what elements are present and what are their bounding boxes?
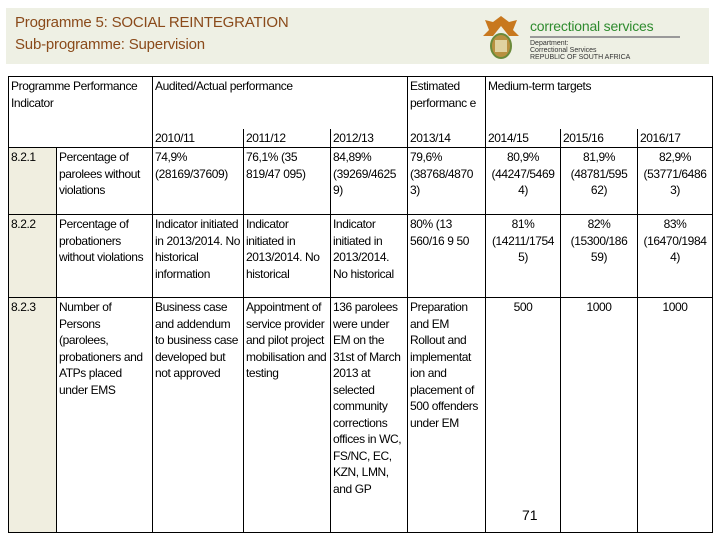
row-indicator: Number of Persons (parolees, probationers and ATPs placed under EMS <box>57 298 153 533</box>
cell: 1000 <box>561 298 638 533</box>
row-id: 8.2.1 <box>9 148 57 215</box>
cell: 81,9% (48781/595 62) <box>561 148 638 215</box>
country-name: REPUBLIC OF SOUTH AFRICA <box>530 54 631 61</box>
cell: 76,1% (35 819/47 095) <box>244 148 331 215</box>
cell: Preparation and EM Rollout and implementat ion and placement of 500 offenders under EM <box>408 298 486 533</box>
cell: 74,9% (28169/37609) <box>153 148 244 215</box>
row-indicator: Percentage of probationers without violations <box>57 215 153 298</box>
year-header: 2012/13 <box>331 129 408 148</box>
cell: 79,6% (38768/4870 3) <box>408 148 486 215</box>
cell: Business case and addendum to business case developed but not approved <box>153 298 244 533</box>
cell: 1000 <box>638 298 713 533</box>
year-header: 2016/17 <box>638 129 713 148</box>
cell: Indicator initiated in 2013/2014. No historical information <box>153 215 244 298</box>
year-header: 2013/14 <box>408 129 486 148</box>
table-row <box>9 148 713 215</box>
brand-name: correctional services <box>530 18 654 34</box>
cell: Indicator initiated in 2013/2014. No historical <box>244 215 331 298</box>
header-audited: Audited/Actual performance <box>153 77 408 129</box>
cell: 83% (16470/1984 4) <box>638 215 713 298</box>
year-header: 2010/11 <box>153 129 244 148</box>
cell: 80% (13 560/16 9 50 <box>408 215 486 298</box>
header-indicator: Programme Performance Indicator <box>9 77 153 129</box>
year-header: 2015/16 <box>561 129 638 148</box>
header-medium-term: Medium-term targets <box>486 77 713 129</box>
cell: 82% (15300/186 59) <box>561 215 638 298</box>
header-estimated: Estimated performanc e <box>408 77 486 129</box>
row-id: 8.2.3 <box>9 298 57 533</box>
cell: Appointment of service provider and pilot project mobilisation and testing <box>244 298 331 533</box>
header-blank <box>9 129 153 148</box>
brand-divider <box>530 36 680 38</box>
cell: 500 <box>486 298 561 533</box>
cell: 84,89% (39269/4625 9) <box>331 148 408 215</box>
page-number: 71 <box>522 507 538 523</box>
year-header: 2011/12 <box>244 129 331 148</box>
header-banner <box>6 8 709 64</box>
table-row <box>9 215 713 298</box>
cell: 82,9% (53771/6486 3) <box>638 148 713 215</box>
subprogramme-title: Sub-programme: Supervision <box>15 36 205 53</box>
dept-name: Correctional Services <box>530 47 597 54</box>
row-id: 8.2.2 <box>9 215 57 298</box>
cell: 80,9% (44247/5469 4) <box>486 148 561 215</box>
cell: 136 parolees were under EM on the 31st of March 2013 at selected community corrections offices in WC, FS/NC, EC, KZN, LMN, and GP <box>331 298 408 533</box>
row-indicator: Percentage of parolees without violations <box>57 148 153 215</box>
cell: Indicator initiated in 2013/2014. No historical <box>331 215 408 298</box>
dept-label: Department: <box>530 40 569 47</box>
year-header: 2014/15 <box>486 129 561 148</box>
cell: 81% (14211/1754 5) <box>486 215 561 298</box>
coat-of-arms-icon <box>479 12 523 62</box>
programme-title: Programme 5: SOCIAL REINTEGRATION <box>15 14 289 31</box>
performance-table <box>8 76 713 533</box>
table-row <box>9 298 713 533</box>
